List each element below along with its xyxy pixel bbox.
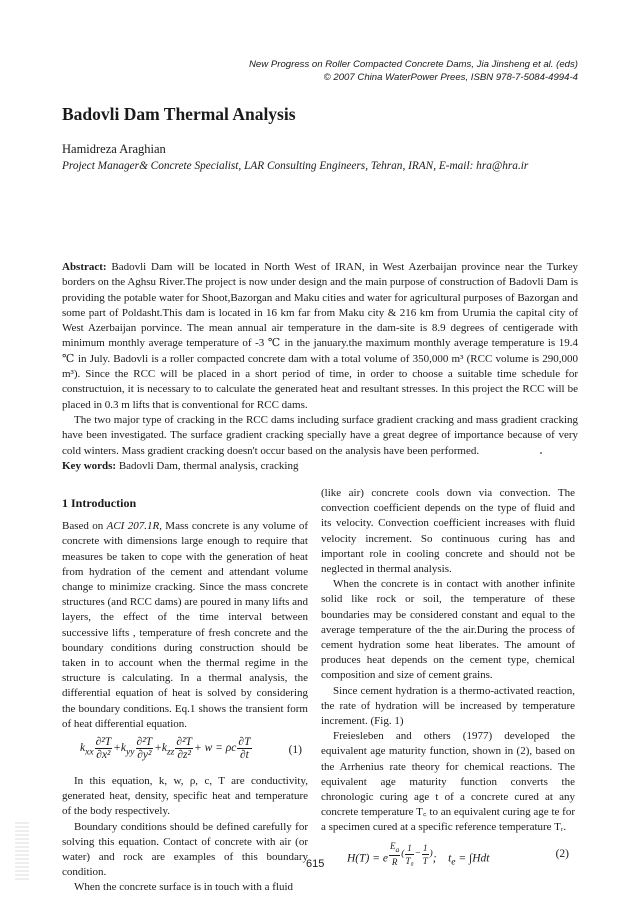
left-column <box>62 496 308 896</box>
intro-paragraph-3: Boundary conditions should be defined carefully for solving this equation. Contact of concrete with air (or water) and rock are examples of this boundary condition. <box>62 820 308 879</box>
equation-number-2: (2) <box>555 847 569 860</box>
keywords-text: Badovli Dam, thermal analysis, cracking <box>116 459 299 472</box>
equation-number-1: (1) <box>288 744 302 757</box>
right-column <box>321 486 575 878</box>
author-name: Hamidreza Araghian <box>62 142 166 156</box>
keywords-label: Key words: <box>62 459 117 472</box>
intro-paragraph-2: In this equation, k, w, ρ, c, T are conductivity, generated heat, density, specific heat and temperature of the body respectively. <box>62 775 308 818</box>
right-paragraph-2: When the concrete is in contact with another infinite solid like rock or soil, the temperature of these boundaries may be considered constant and equal to the average temperature of the the air.During the process of cement hydration some heat liberates. The amount of produces heat depends on the cement type, chemical composition and size of cement grains. <box>321 578 575 682</box>
author-affiliation: Project Manager& Concrete Specialist, LAR Consulting Engineers, Tehran, IRAN, E-mail: hra@hra.ir <box>62 160 529 172</box>
running-header-copyright: © 2007 China WaterPower Prees, ISBN 978-7-5084-4994-4 <box>323 72 578 83</box>
intro-paragraph-1 <box>62 519 308 732</box>
abstract-label: Abstract: <box>62 261 107 273</box>
abstract-paragraph-2: The two major type of cracking in the RCC dams including surface gradient cracking and mass gradient cracking have been investigated. The surface gradient cracking specially have a great degree of importance because of very cold winters. Mass gradient cracking doesn't occur based on the analysis have been performed. <box>62 413 578 457</box>
intro-paragraph-4: When the concrete surface is in touch with a fluid <box>74 881 294 894</box>
page-number: 615 <box>306 858 325 870</box>
right-paragraph-4: Freiesleben and others (1977) developed the equivalent age maturity function, shown in (2), based on the Arrhenius rate theory for chemical reactions. The equivalent age maturity function converts the chronologic curing age t of a concrete cured at any concrete temperature T꜀ to an equivalent curing age te for a specimen cured at a specific reference temperature Tᵣ. <box>321 730 575 834</box>
running-header-citation: New Progress on Roller Compacted Concrete Dams, Jia Jinsheng et al. (eds) <box>249 59 578 70</box>
intro-text-1a: Based on <box>62 520 107 533</box>
scan-speck <box>540 452 542 454</box>
scan-edge-artifact <box>15 820 29 880</box>
maturity-equation-2 <box>321 838 575 874</box>
abstract-block <box>62 260 578 474</box>
intro-text-1b: , Mass concrete is any volume of concrete with dimensions large enough to require that measures be taken to cope with the generation of heat from hydration of the cement and attendant volume change to minimize cracking. Since the mass concrete structures (and RCC dams) are poured in many lifts and layers, the effect of the time interval between successive lifts , temperature of fresh concrete and the boundary conditions during construction should be taken in to account when the thermal regime in the structure is calculating. In a thermal analysis, the differential equation of heat is solved by considering the boundary conditions. Eq.1 shows the transient form of heat differential equation. <box>62 520 308 730</box>
paper-title: Badovli Dam Thermal Analysis <box>62 104 296 124</box>
heat-equation-formula: $k_{xx}$ $\frac{\text{∂²T}}{\text{∂x²}}$ $+k_{yy}$ $\frac{\text{∂²T}}{\text{∂y²}}$ $+k_{zz}$ $\frac{\text{∂²T}}{\text{∂z²}}$ + w = ρc $\frac{\partial T}{\partial t}$ <box>80 736 251 762</box>
right-paragraph-1: (like air) concrete cools down via convection. The convection coefficient depends on the type of fluid and its velocity. Convection coefficient increases with fluid velocity increment. So continuous curing has and important role in cooling concrete and should not be neglected in thermal analysis. <box>321 487 575 576</box>
right-paragraph-3: Since cement hydration is a thermo-activated reaction, the rate of hydration will be increased by temperature increment. (Fig. 1) <box>321 684 575 728</box>
abstract-paragraph-1 <box>62 260 578 413</box>
maturity-equation-formula: H(T) = e $^{\frac{E_a}{R} ( \frac{1}{\text{T₀}} - \frac{1}{T} )}$; $t_e = \int Hdt$ <box>347 840 490 868</box>
heat-equation-1 <box>62 734 308 770</box>
aci-reference: ACI 207.1R <box>106 520 160 533</box>
abstract-text-1: Badovli Dam will be located in North West of IRAN, in West Azerbaijan province near the Turkey borders on the Aghsu River.The project is now under design and the main purpose of construction of Badovli Dam is providing the potable water for Shoot,Bazorgan and Maku cities and water for agricultural purposes of Bazorgan and some part of Poldasht.This dam is located in 16 km far from Maku city & 216 km from Urumia the capital city of West Azerbaijan porvince. The mean annual air temperature in the dam-site is 8.9 degrees of centigerade with minimum monthly average temperature of -3 ℃ in the january.the maximum monthly average temperature is 19.4 ℃ in July. Badovli is a roller compacted concrete dam with a total volume of 350,000 m³ (RCC volume is 290,000 m³). Since the RCC will be placed in a short period of time, in order to choose a suitable time schedule for constructuion, it is necessary to to calculate the generated heat and resultant stresses. In this project the RCC will be placed in 0.3 m lifts that is conventional for RCC dams. <box>62 261 578 411</box>
section-heading-introduction: 1 Introduction <box>62 496 137 510</box>
keywords-line <box>62 459 578 474</box>
